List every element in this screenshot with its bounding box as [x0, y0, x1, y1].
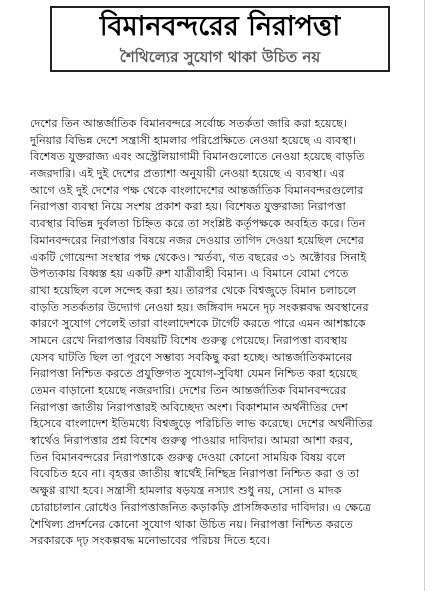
body-line: আগে ওই দুই দেশের পক্ষ থেকে বাংলাদেশের আন্তর্জাতিক বিমানবন্দরগুলোর — [30, 183, 364, 197]
body-line: বিশেষত যুক্তরাজ্য এবং অস্ট্রেলিয়াগামী বিমানগুলোতে নেওয়া হয়েছে বাড়তি — [30, 150, 365, 164]
body-line: বাড়তি সতর্কতার উদ্যোগ নেওয়া হয়। জঙ্গিবাদ দমনে দৃঢ় সংকল্পবদ্ধ অবস্থানের — [30, 300, 369, 314]
body-line: সরকারকে দৃঢ় সংকল্পবদ্ধ মনোভাবের পরিচয় দিতে হবে। — [30, 534, 271, 548]
body-line: যেসব ঘাটতি ছিল তা পূরণে সম্ভাব্য সবকিছু করা হচ্ছে। আন্তর্জাতিকমানের — [30, 350, 353, 364]
headline-box — [50, 6, 390, 72]
body-line: উপত্যকায় বিধ্বস্ত হয় একটি রুশ যাত্রীবাহী বিমান। এ বিমানে বোমা পেতে — [30, 267, 349, 281]
body-line: তেমন বাড়ানো হয়েছে নজরদারি। দেশের তিন আন্তর্জাতিক বিমানবন্দরের — [30, 384, 347, 397]
body-line: হিসেবে বাংলাদেশ ইতিমধ্যে বিশ্বজুড়ে পরিচিতি লাভ করেছে। দেশের অর্থনীতির — [30, 417, 373, 431]
body-line: নিরাপত্তা জাতীয় নিরাপত্তারই অবিচ্ছেদ্য অংশ। বিকাশমান অর্থনীতির দেশ — [30, 400, 348, 414]
body-line: নিরাপত্তা ব্যবস্থা নিয়ে সংশয় প্রকাশ করা হয়। বিশেষত যুক্তরাজ্য নিরাপত্তা — [30, 200, 346, 214]
body-line: রাখা হয়েছিল বলে সন্দেহ করা হয়। তারপর থেকে বিশ্বজুড়ে বিমান চলাচলে — [30, 283, 357, 297]
body-line: অক্ষুণ্ণ রাখা হবে। সন্ত্রাসী হামলার ষড়যন্ত্র নস্যাৎ শুধু নয়, সোনা ও মাদক — [30, 484, 342, 498]
body-line: চোরাচালান রোধেও নিরাপত্তাজনিত কড়াকড়ি প্রাসঙ্গিকতার দাবিদার। এ ক্ষেত্রে — [30, 500, 371, 514]
article-body — [30, 116, 426, 550]
body-line: বিবেচিত হবে না। বৃহত্তর জাতীয় স্বার্থেই নিশ্ছিদ্র নিরাপত্তা নিশ্চিত করা ও তা — [30, 467, 360, 481]
body-line: বিমানবন্দরের নিরাপত্তার বিষয়ে নজর দেওয়ার তাগিদ দেওয়া হয়েছিল দেশের — [30, 233, 364, 247]
body-line: তিন বিমানবন্দরের নিরাপত্তাকে গুরুত্ব দেওয়া কোনো সাময়িক বিষয় বলে — [30, 450, 346, 464]
subheadline: শৈথিল্যের সুযোগ থাকা উচিত নয় — [119, 48, 321, 66]
body-line: স্বার্থেও নিরাপত্তার প্রশ্ন বিশেষ গুরুত্ব পাওয়ার দাবিদার। আমরা আশা করব, — [30, 434, 354, 448]
body-line: শৈথিল্য প্রদর্শনের কোনো সুযোগ থাকা উচিত নয়। নিরাপত্তা নিশ্চিত করতে — [30, 517, 353, 531]
body-line: দেশের তিন আন্তর্জাতিক বিমানবন্দরে সর্বোচ্চ সতর্কতা জারি করা হয়েছে। — [30, 117, 347, 130]
body-line: নিরাপত্তা নিশ্চিত করতে প্রযুক্তিগত সুযোগ-সুবিধা যেমন নিশ্চিত করা হয়েছে — [30, 367, 358, 381]
body-line: ব্যবস্থার বিভিন্ন দুর্বলতা চিহ্নিত করে তা সংশ্লিষ্ট কর্তৃপক্ষকে অবহিত করে। তিন — [30, 217, 366, 231]
headline: বিমানবন্দরের নিরাপত্তা — [99, 11, 341, 42]
body-line: দুনিয়ার বিভিন্ন দেশে সন্ত্রাসী হামলার পরিপ্রেক্ষিতে নেওয়া হয়েছে এ ব্যবস্থা। — [30, 133, 357, 147]
body-line: নজরদারি। এই দুই দেশের প্রত্যাশা অনুযায়ী নেওয়া হয়েছে এ ব্যবস্থা। এর — [30, 167, 345, 181]
body-line: সামনে রেখে নিরাপত্তার বিষয়টি বিশেষ গুরুত্ব পেয়েছে। নিরাপত্তা ব্যবস্থায় — [30, 333, 348, 347]
body-line: একটি গোয়েন্দা সংস্থার পক্ষ থেকেও। স্মর্তব্য, গত বছরের ৩১ অক্টোবর সিনাই — [30, 250, 367, 264]
body-line: কারণে সুযোগ পেলেই তারা বাংলাদেশকে টার্গেট করতে পারে এমন আশঙ্কাকে — [30, 317, 366, 331]
